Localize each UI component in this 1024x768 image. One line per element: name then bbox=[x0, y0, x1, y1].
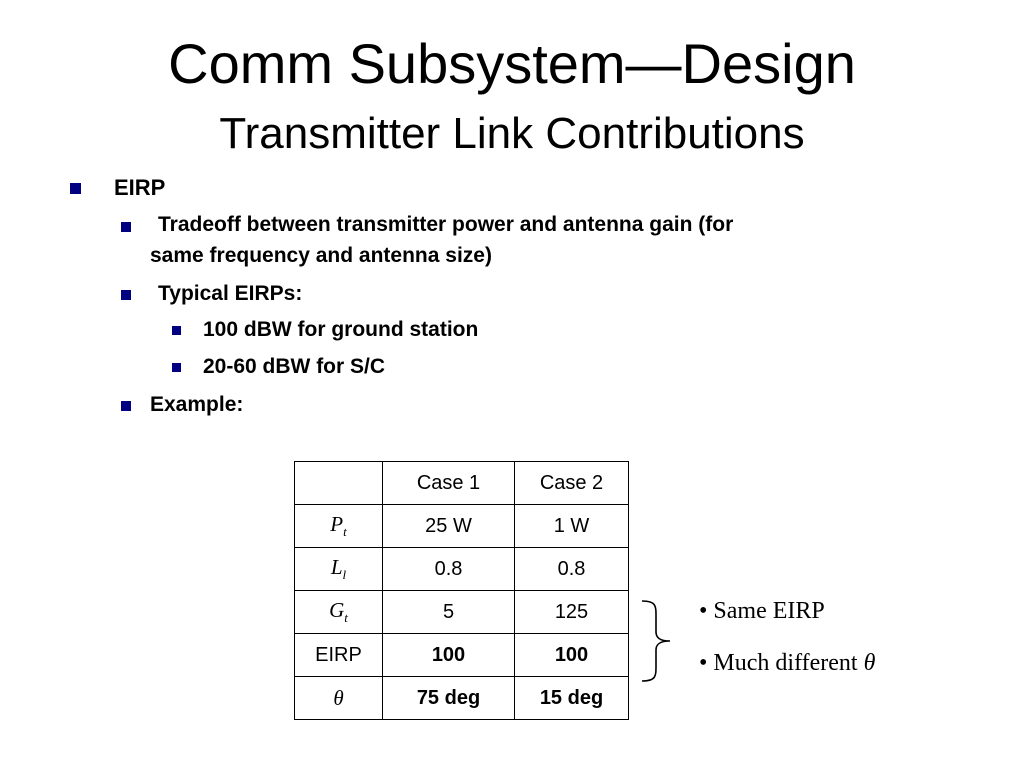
table-header-cell: Case 1 bbox=[383, 462, 515, 505]
eirp-example-table bbox=[294, 461, 629, 720]
bullet-square-icon bbox=[121, 290, 131, 300]
bullet-square-icon bbox=[172, 326, 181, 335]
table-header-cell: Case 2 bbox=[515, 462, 629, 505]
bullet-square-icon bbox=[172, 363, 181, 372]
table-row bbox=[295, 677, 629, 720]
table-cell: 0.8 bbox=[515, 548, 629, 591]
bullet-tradeoff-line1: Tradeoff between transmitter power and antenna gain (for bbox=[158, 213, 734, 236]
slide-subtitle: Transmitter Link Contributions bbox=[219, 109, 805, 158]
slide-title: Comm Subsystem—Design bbox=[168, 32, 856, 95]
row-label-gt: $G_t$ bbox=[295, 591, 383, 634]
table-cell: 0.8 bbox=[383, 548, 515, 591]
table-cell: 75 deg bbox=[383, 677, 515, 720]
table-cell: 5 bbox=[383, 591, 515, 634]
table-cell: 100 bbox=[383, 634, 515, 677]
row-label-eirp: EIRP bbox=[295, 634, 383, 677]
bullet-square-icon bbox=[121, 222, 131, 232]
table-cell: 100 bbox=[515, 634, 629, 677]
bullet-example: Example: bbox=[150, 393, 244, 416]
table-cell: 15 deg bbox=[515, 677, 629, 720]
table-header-row bbox=[295, 462, 629, 505]
table-row bbox=[295, 548, 629, 591]
bullet-tradeoff-line2: same frequency and antenna size) bbox=[150, 244, 492, 267]
note-different-theta: • Much different θ bbox=[699, 650, 876, 676]
bullet-square-icon bbox=[70, 183, 81, 194]
bullet-typical: Typical EIRPs: bbox=[158, 282, 303, 305]
bullet-eirp: EIRP bbox=[114, 175, 166, 200]
table-cell: 1 W bbox=[515, 505, 629, 548]
row-label-pt: $P_t$ bbox=[295, 505, 383, 548]
note-same-eirp: • Same EIRP bbox=[699, 598, 825, 624]
table-cell: 125 bbox=[515, 591, 629, 634]
table-row bbox=[295, 634, 629, 677]
bullet-square-icon bbox=[121, 401, 131, 411]
row-label-theta: θ bbox=[295, 677, 383, 720]
bullet-sc: 20-60 dBW for S/C bbox=[203, 355, 386, 378]
curly-brace-icon bbox=[638, 598, 678, 684]
table-row bbox=[295, 505, 629, 548]
row-label-ll: $L_l$ bbox=[295, 548, 383, 591]
table-cell: 25 W bbox=[383, 505, 515, 548]
table-header-cell bbox=[295, 462, 383, 505]
table-row bbox=[295, 591, 629, 634]
bullet-ground: 100 dBW for ground station bbox=[203, 318, 479, 341]
